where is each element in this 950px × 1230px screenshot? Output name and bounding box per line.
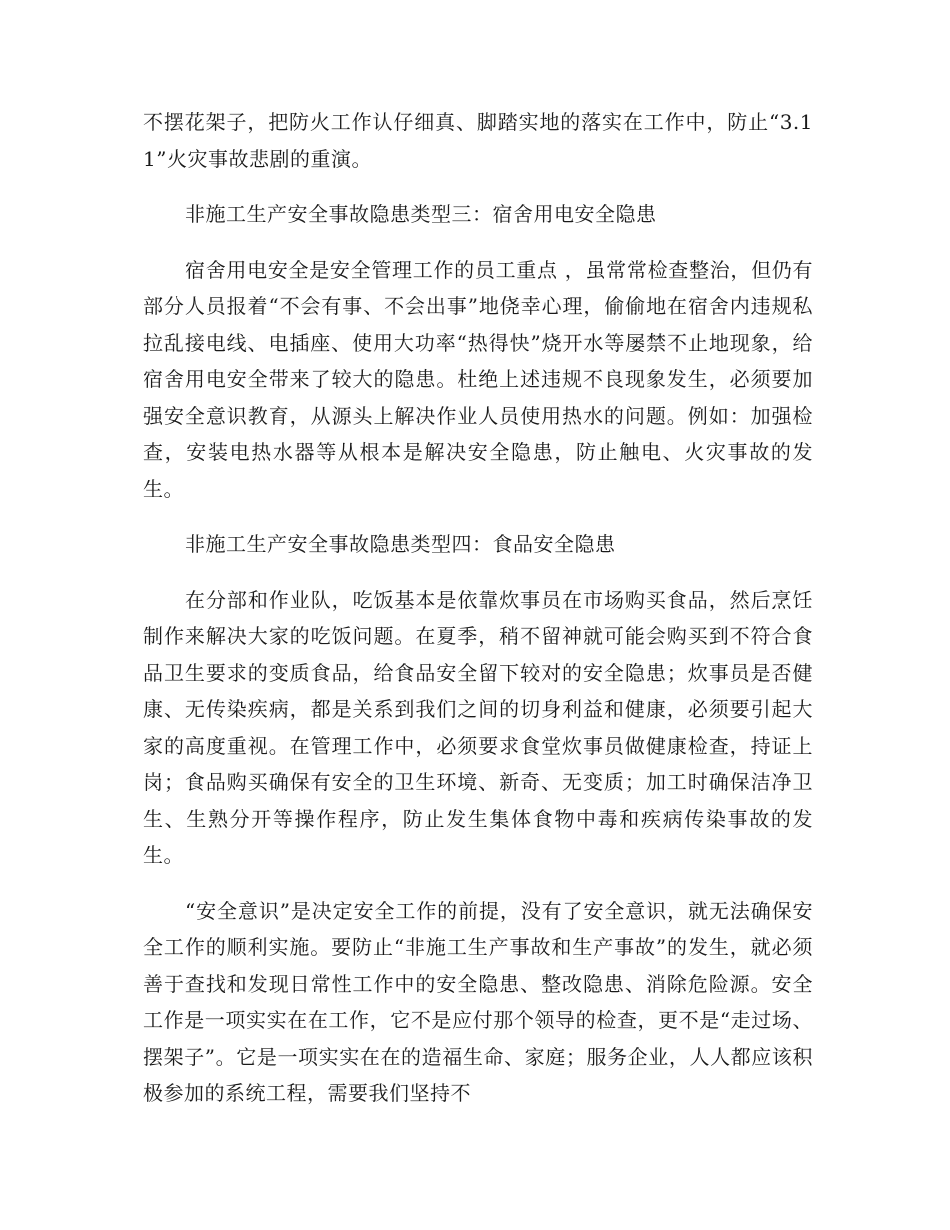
section-heading-dormitory-electricity: 非施工生产安全事故隐患类型三：宿舍用电安全隐患 xyxy=(185,202,657,226)
document-body xyxy=(143,104,813,1112)
paragraph-fire-prevention-end: 不摆花架子，把防火工作认仔细真、脚踏实地的落实在工作中，防止“3.11”火灾事故悲剧的重演。 xyxy=(143,110,813,171)
paragraph-food-safety: 在分部和作业队，吃饭基本是依靠炊事员在市场购买食品，然后烹饪制作来解决大家的吃饭问题。在夏季，稍不留神就可能会购买到不符合食品卫生要求的变质食品，给食品安全留下较对的安全隐患；炊事员是否健康、无传染疾病，都是关系到我们之间的切身利益和健康，必须要引起大家的高度重视。在管理工作中，必须要求食堂炊事员做健康检查，持证上岗；食品购买确保有安全的卫生环境、新奇、无变质；加工时确保洁净卫生、生熟分开等操作程序，防止发生集体食物中毒和疾病传染事故的发生。 xyxy=(143,587,813,867)
paragraph-safety-awareness: “安全意识”是决定安全工作的前提，没有了安全意识，就无法确保安全工作的顺利实施。要防止“非施工生产事故和生产事故”的发生，就必须善于查找和发现日常性工作中的安全隐患、整改隐患、消除危险源。安全工作是一项实实在在工作，它不是应付那个领导的检查，更不是“走过场、摆架子”。它是一项实实在在的造福生命、家庭；服务企业，人人都应该积极参加的系统工程，需要我们坚持不 xyxy=(143,898,813,1105)
paragraph-dormitory-electricity: 宿舍用电安全是安全管理工作的员工重点 ，虽常常检查整治，但仍有部分人员报着“不会有事、不会出事”地侥幸心理，偷偷地在宿舍内违规私拉乱接电线、电插座、使用大功率“热得快”烧开水等屡禁不止地现象，给宿舍用电安全带来了较大的隐患。杜绝上述违规不良现象发生，必须要加强安全意识教育，从源头上解决作业人员使用热水的问题。例如：加强检查，安装电热水器等从根本是解决安全隐患，防止触电、火灾事故的发生。 xyxy=(143,257,813,501)
section-heading-food-safety: 非施工生产安全事故隐患类型四：食品安全隐患 xyxy=(185,532,616,556)
